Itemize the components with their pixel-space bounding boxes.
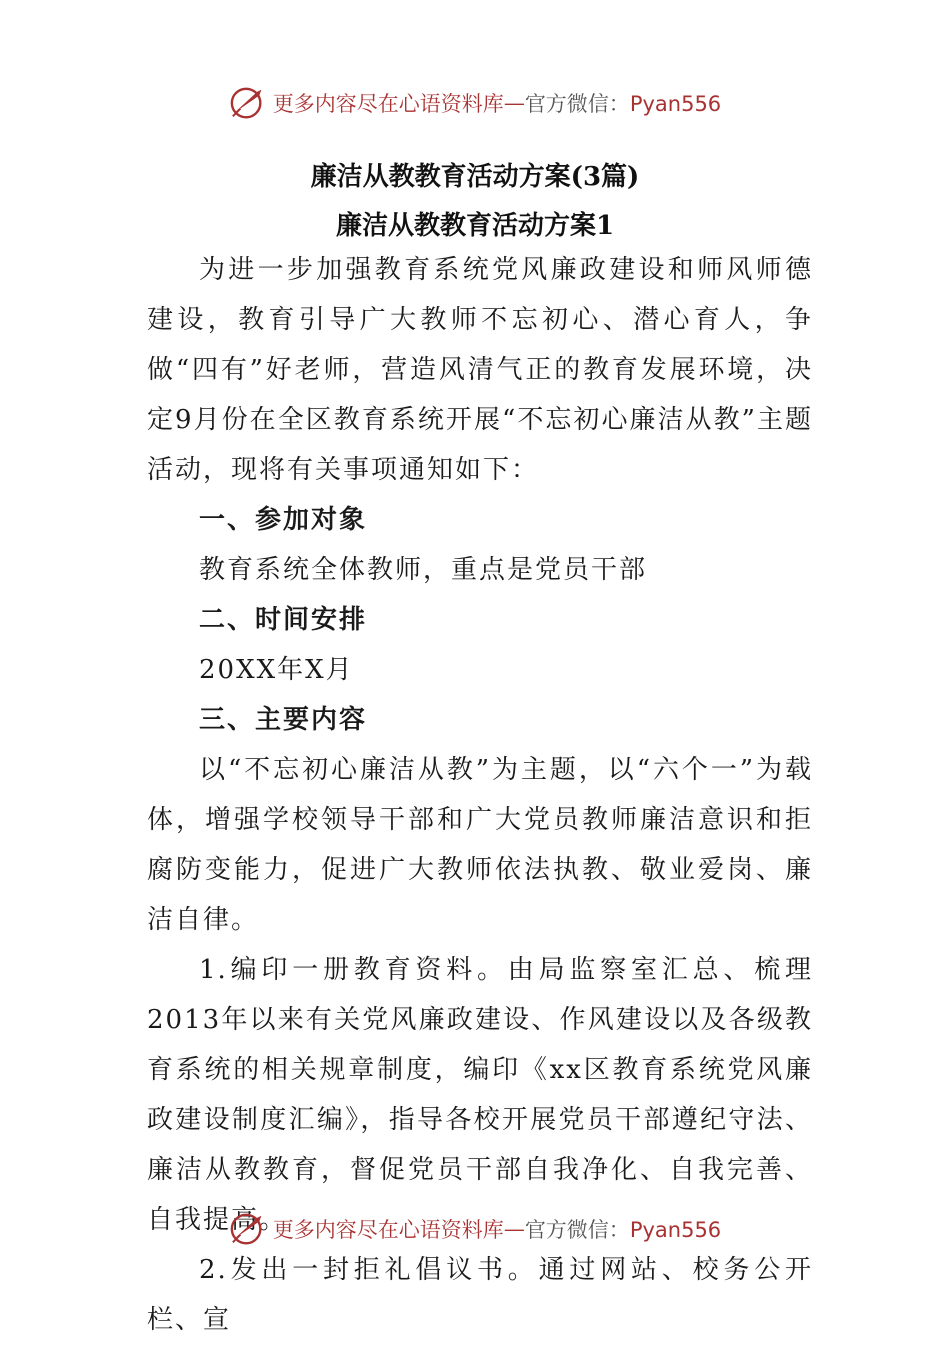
document-title: 廉洁从教教育活动方案(3篇)	[310, 162, 640, 192]
section-heading-content: 三、主要内容	[199, 705, 368, 735]
banner-text: 更多内容尽在心语资料库	[272, 92, 504, 116]
banner-dash: —	[503, 1217, 525, 1241]
item-1-paragraph: 1.编印一册教育资料。由局监察室汇总、梳理2013年以来有关党风廉政建设、作风建设以及各级教育系统的相关规章制度，编印《xx区教育系统党风廉政建设制度汇编》，指导各校开展党员干部遵纪守法、廉洁从教教育，督促党员干部自我净化、自我完善、自我提高。	[147, 955, 813, 1235]
intro-paragraph: 为进一步加强教育系统党风廉政建设和师风师德建设，教育引导广大教师不忘初心、潜心育人，争做“四有”好老师，营造风清气正的教育发展环境，决定9月份在全区教育系统开展“不忘初心廉洁从教”主题活动，现将有关事项通知如下：	[147, 255, 813, 485]
banner-wechat	[525, 88, 721, 118]
quill-logo-icon	[229, 1210, 267, 1248]
section-heading-schedule: 二、时间安排	[199, 605, 368, 635]
item-2-paragraph: 2.发出一封拒礼倡议书。通过网站、校务公开栏、宣	[147, 1255, 813, 1335]
participants-paragraph: 教育系统全体教师，重点是党员干部	[199, 555, 648, 585]
quill-logo-icon	[229, 84, 267, 122]
banner-wechat-label: 官方微信：	[524, 92, 630, 116]
banner-wechat-id: Pyan556	[629, 92, 722, 116]
content-paragraph: 以“不忘初心廉洁从教”为主题，以“六个一”为载体，增强学校领导干部和广大党员教师廉洁意识和拒腐防变能力，促进广大教师依法执教、敬业爱岗、廉洁自律。	[147, 755, 813, 935]
banner-dash: —	[503, 91, 525, 115]
footer-watermark-banner	[0, 1210, 950, 1248]
document-subtitle: 廉洁从教教育活动方案1	[335, 211, 615, 241]
banner-wechat	[525, 1214, 721, 1244]
banner-wechat-id: Pyan556	[629, 1218, 722, 1242]
schedule-paragraph: 20XX年X月	[199, 655, 354, 685]
document-body	[147, 245, 813, 1345]
header-watermark-banner	[0, 84, 950, 122]
section-heading-participants: 一、参加对象	[199, 505, 368, 535]
banner-wechat-label: 官方微信：	[524, 1218, 630, 1242]
banner-text: 更多内容尽在心语资料库	[272, 1218, 504, 1242]
